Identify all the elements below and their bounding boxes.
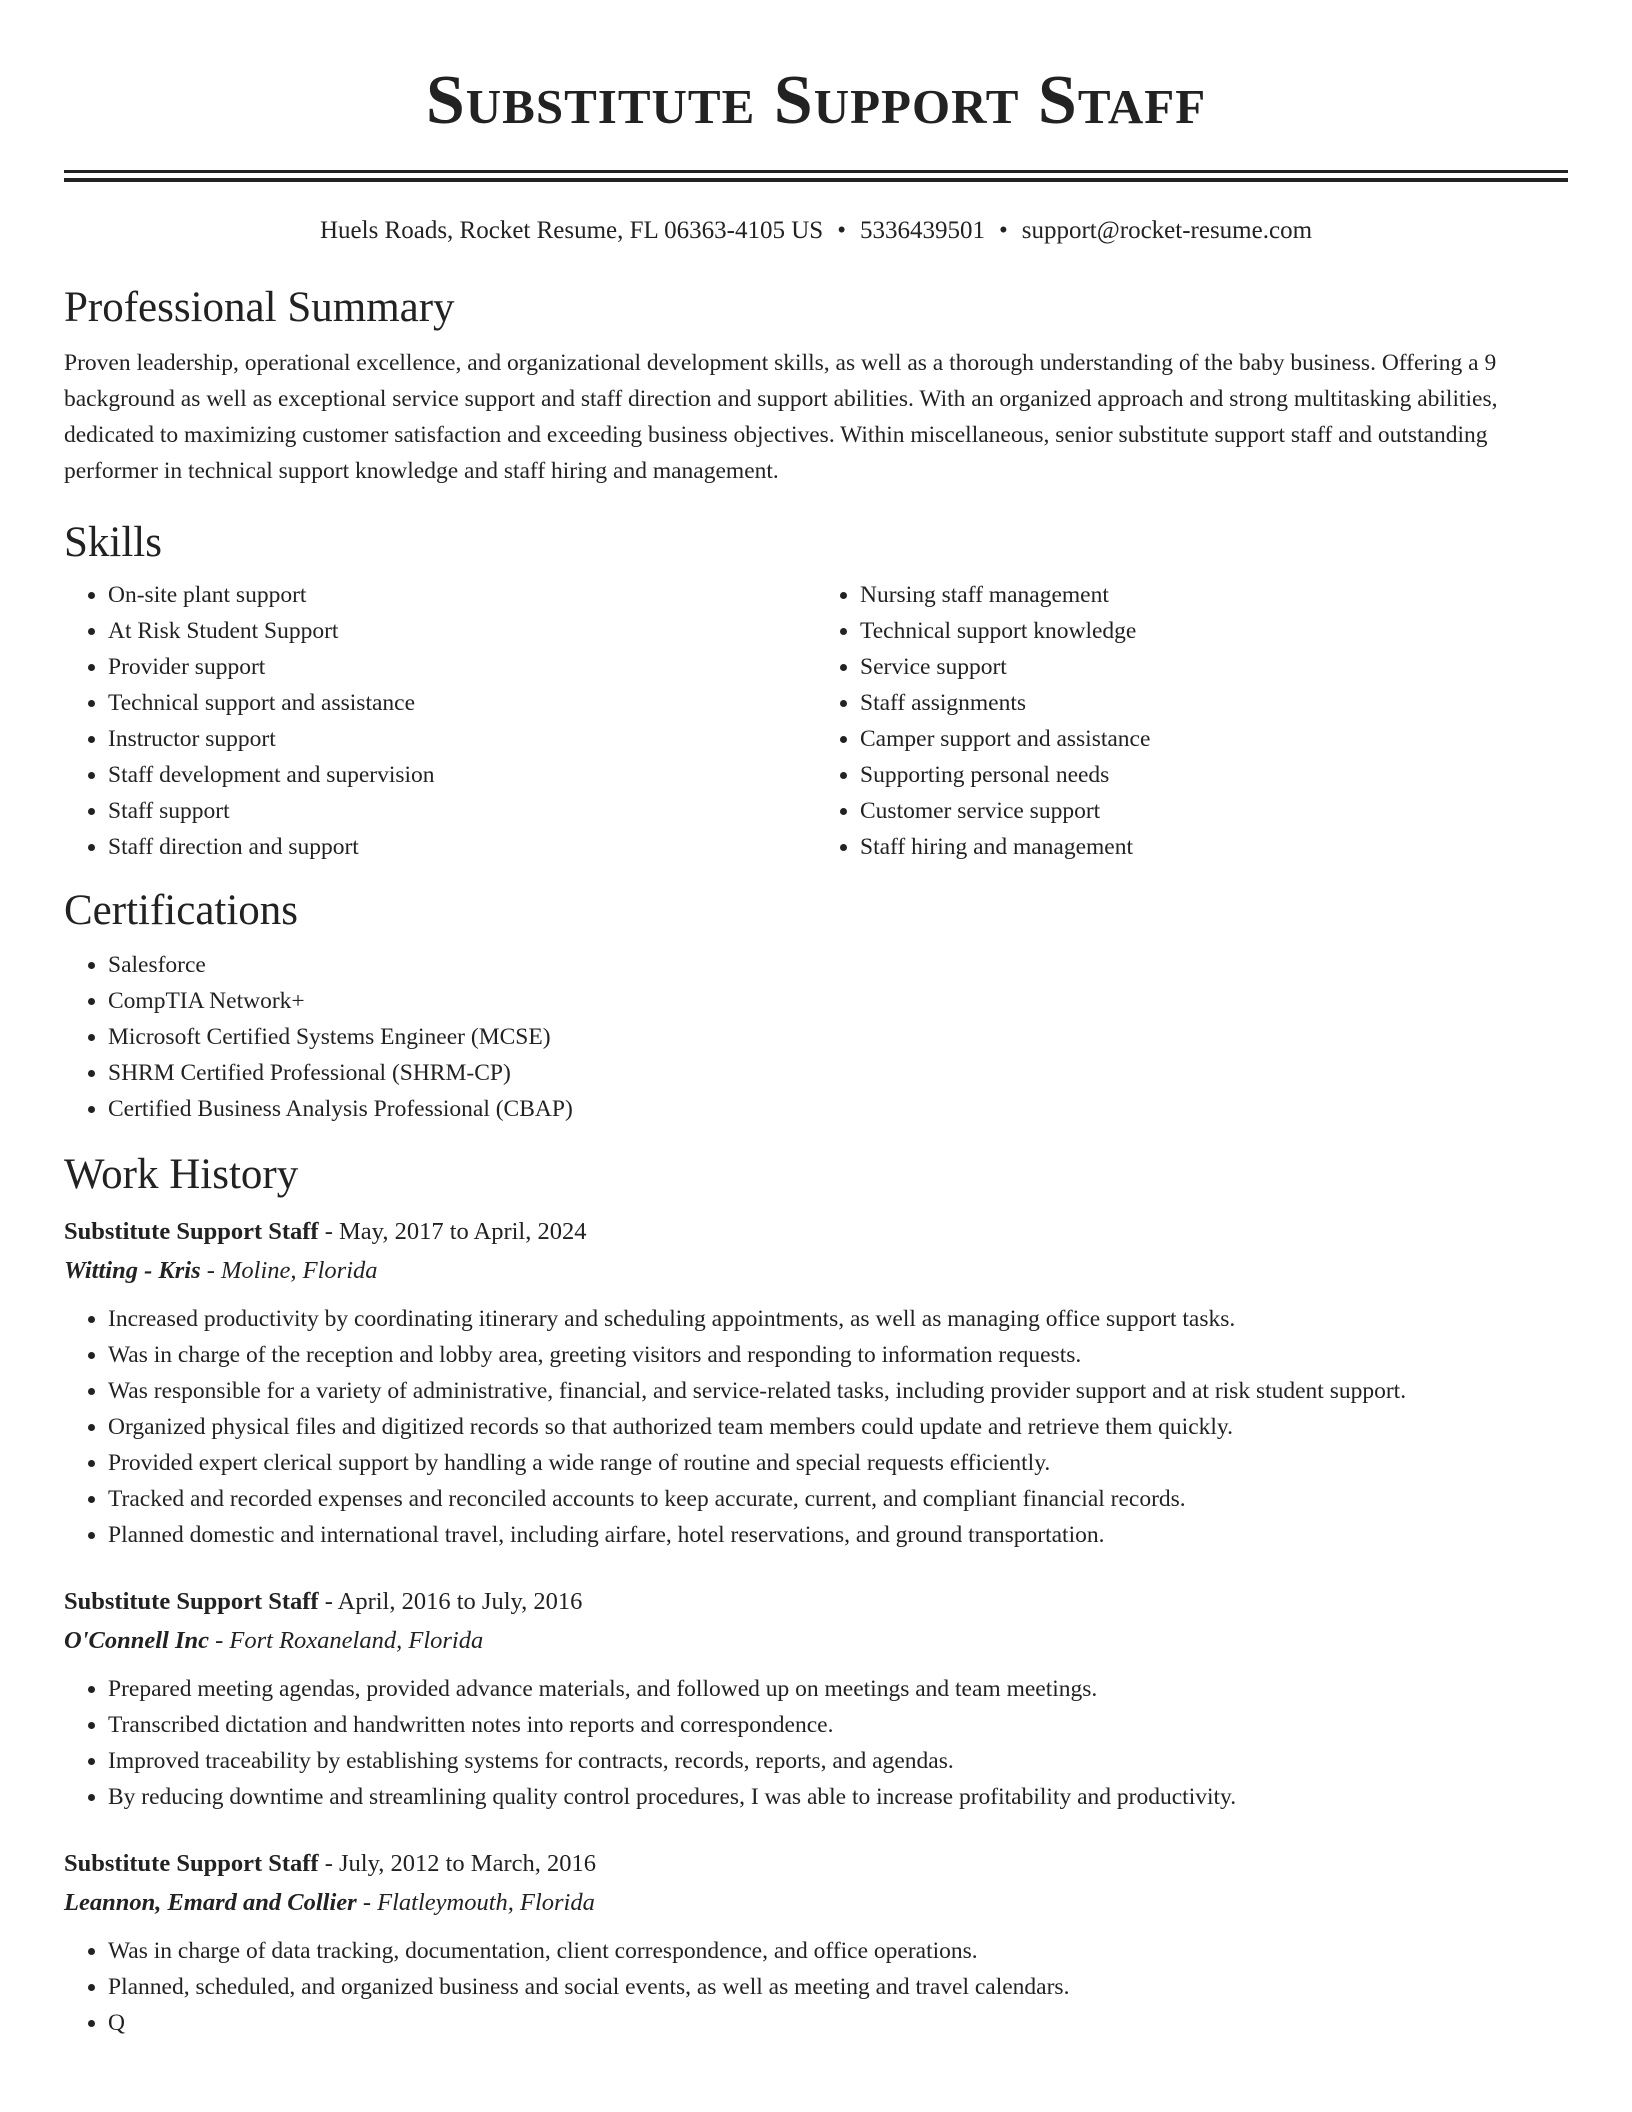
skill-item: • Staff support — [108, 793, 816, 829]
job-location: - Fort Roxaneland, Florida — [209, 1627, 484, 1654]
job-entry — [64, 1845, 1568, 2041]
job-title-line — [64, 1213, 1568, 1251]
certification-item: • SHRM Certified Professional (SHRM-CP) — [108, 1055, 1568, 1091]
skill-item: • Nursing staff management — [860, 577, 1568, 613]
job-bullet: • Planned domestic and international travel, including airfare, hotel reservations, and ground transportation. — [108, 1517, 1568, 1553]
work-history-heading: Work History — [64, 1151, 299, 1198]
contact-line — [64, 216, 1568, 246]
job-bullets — [64, 1933, 1568, 2041]
skills-list-left — [64, 577, 816, 865]
skill-item: • Service support — [860, 649, 1568, 685]
job-role: Substitute Support Staff — [64, 1850, 319, 1877]
job-company-line — [64, 1621, 1568, 1661]
job-role: Substitute Support Staff — [64, 1588, 319, 1615]
job-bullets — [64, 1671, 1568, 1815]
skill-item: • Customer service support — [860, 793, 1568, 829]
skill-item: • Camper support and assistance — [860, 721, 1568, 757]
job-dates: - July, 2012 to March, 2016 — [318, 1850, 597, 1877]
job-location: - Flatleymouth, Florida — [356, 1889, 595, 1916]
job-bullet: • Improved traceability by establishing systems for contracts, records, reports, and agendas. — [108, 1743, 1568, 1779]
job-company-line — [64, 1251, 1568, 1291]
certification-item: • Microsoft Certified Systems Engineer (MCSE) — [108, 1019, 1568, 1055]
header-double-rule — [64, 170, 1568, 182]
skill-item: • Staff direction and support — [108, 829, 816, 865]
job-entry — [64, 1213, 1568, 1553]
certification-item: • CompTIA Network+ — [108, 983, 1568, 1019]
resume-name: Substitute Support Staff — [425, 62, 1207, 139]
contact-address: Huels Roads, Rocket Resume, FL 06363-4105 US — [319, 217, 824, 244]
job-bullets — [64, 1301, 1568, 1553]
contact-separator: • — [998, 217, 1008, 244]
contact-email: support@rocket-resume.com — [1021, 217, 1313, 244]
job-bullet: • Provided expert clerical support by handling a wide range of routine and special requests efficiently. — [108, 1445, 1568, 1481]
job-company: Witting - Kris — [64, 1257, 201, 1284]
job-bullet: • Organized physical files and digitized records so that authorized team members could update and retrieve them quickly. — [108, 1409, 1568, 1445]
job-role: Substitute Support Staff — [64, 1218, 319, 1245]
skill-item: • Staff hiring and management — [860, 829, 1568, 865]
job-dates: - April, 2016 to July, 2016 — [318, 1588, 583, 1615]
skills-list-right — [816, 577, 1568, 865]
skill-item: • Technical support and assistance — [108, 685, 816, 721]
skill-item: • Staff development and supervision — [108, 757, 816, 793]
certification-item: • Certified Business Analysis Professional (CBAP) — [108, 1091, 1568, 1127]
skills-grid — [64, 577, 1568, 865]
job-dates: - May, 2017 to April, 2024 — [318, 1218, 587, 1245]
job-bullet: • By reducing downtime and streamlining quality control procedures, I was able to increase profitability and productivity. — [108, 1779, 1568, 1815]
summary-heading: Professional Summary — [64, 284, 455, 331]
certifications-heading: Certifications — [64, 887, 299, 934]
certifications-list — [64, 947, 1568, 1127]
skill-item: • At Risk Student Support — [108, 613, 816, 649]
certification-item: • Salesforce — [108, 947, 1568, 983]
job-bullet: • Was responsible for a variety of administrative, financial, and service-related tasks, including provider support and at risk student support. — [108, 1373, 1568, 1409]
job-bullet: • Increased productivity by coordinating itinerary and scheduling appointments, as well as managing office support tasks. — [108, 1301, 1568, 1337]
job-company-line — [64, 1883, 1568, 1923]
job-location: - Moline, Florida — [200, 1257, 378, 1284]
skill-item: • Supporting personal needs — [860, 757, 1568, 793]
skill-item: • Technical support knowledge — [860, 613, 1568, 649]
job-entry — [64, 1583, 1568, 1815]
job-bullet: • Was in charge of the reception and lobby area, greeting visitors and responding to information requests. — [108, 1337, 1568, 1373]
job-title-line — [64, 1845, 1568, 1883]
job-bullet: • Transcribed dictation and handwritten notes into reports and correspondence. — [108, 1707, 1568, 1743]
job-bullet: • Q — [108, 2005, 1568, 2041]
job-bullet: • Was in charge of data tracking, documentation, client correspondence, and office operations. — [108, 1933, 1568, 1969]
skill-item: • On-site plant support — [108, 577, 816, 613]
contact-separator: • — [837, 217, 846, 244]
contact-phone: 5336439501 — [859, 217, 985, 244]
job-company: Leannon, Emard and Collier — [64, 1889, 357, 1916]
job-company: O'Connell Inc — [64, 1627, 209, 1654]
summary-text: Proven leadership, operational excellence, and organizational development skills, as well as a thorough understanding of the baby business. Offering a 9 background as well as exceptional service support and staff direction and support abilities. With an organized approach and strong multitasking abilities, dedicated to maximizing customer satisfaction and exceeding business objectives. Within miscellaneous, senior substitute support staff and outstanding performer in technical support knowledge and staff hiring and management. — [64, 350, 1498, 484]
job-bullet: • Planned, scheduled, and organized business and social events, as well as meeting and travel calendars. — [108, 1969, 1568, 2005]
skill-item: • Instructor support — [108, 721, 816, 757]
skill-item: • Staff assignments — [860, 685, 1568, 721]
job-bullet: • Prepared meeting agendas, provided advance materials, and followed up on meetings and team meetings. — [108, 1671, 1568, 1707]
skill-item: • Provider support — [108, 649, 816, 685]
skills-heading: Skills — [64, 519, 162, 566]
job-title-line — [64, 1583, 1568, 1621]
job-bullet: • Tracked and recorded expenses and reconciled accounts to keep accurate, current, and compliant financial records. — [108, 1481, 1568, 1517]
